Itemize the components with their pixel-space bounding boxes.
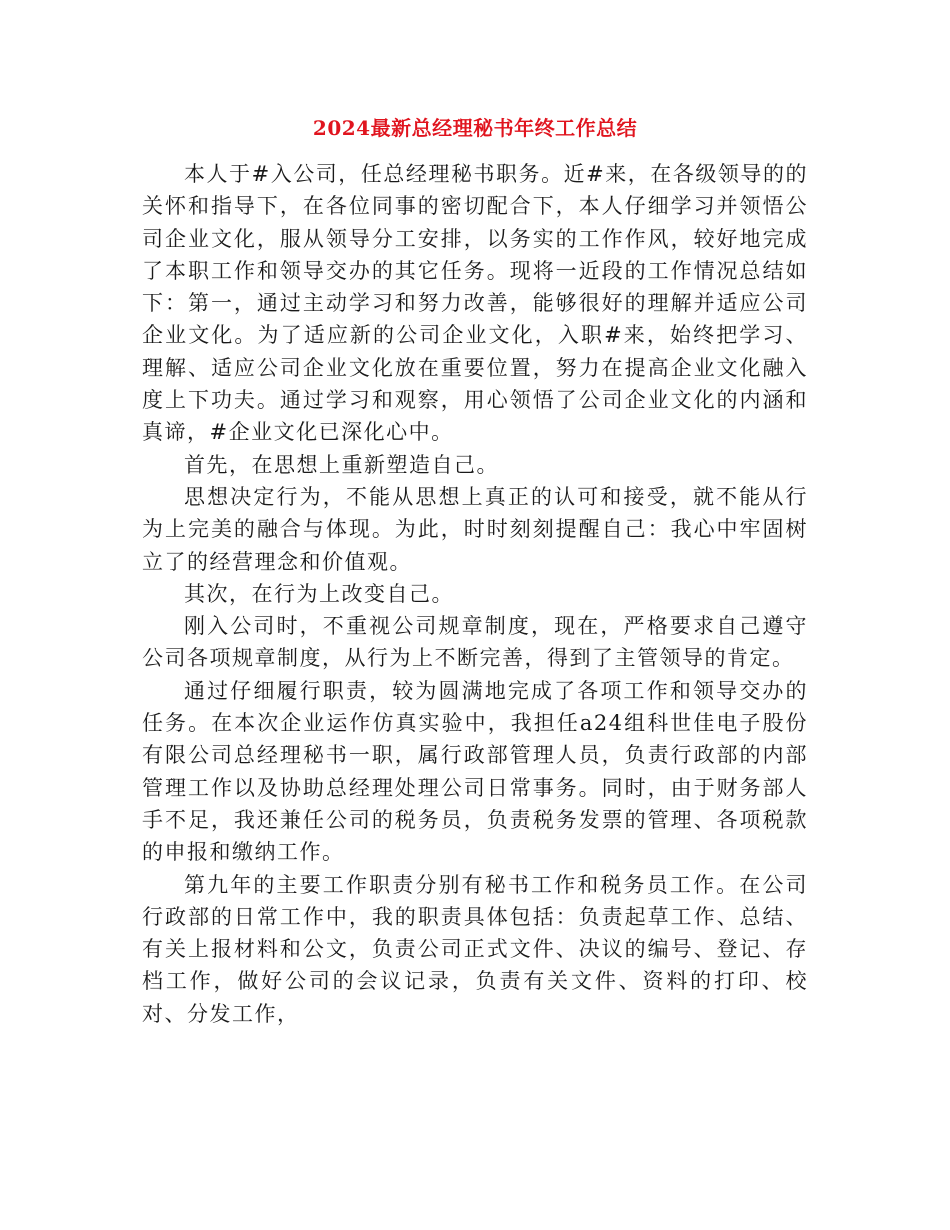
paragraph: 思想决定行为，不能从思想上真正的认可和接受，就不能从行为上完美的融合与体现。为此，时时刻刻提醒自己：我心中牢固树立了的经营理念和价值观。 xyxy=(142,484,808,574)
document-body xyxy=(142,158,808,1030)
paragraph: 其次，在行为上改变自己。 xyxy=(184,581,454,606)
paragraph: 刚入公司时，不重视公司规章制度，现在，严格要求自己遵守公司各项规章制度，从行为上不断完善，得到了主管领导的肯定。 xyxy=(142,614,808,671)
paragraph: 本人于#入公司，任总经理秘书职务。近#来，在各级领导的的关怀和指导下，在各位同事的密切配合下，本人仔细学习并领悟公司企业文化，服从领导分工安排，以务实的工作作风，较好地完成了本职工作和领导交办的其它任务。现将一近段的工作情况总结如下：第一，通过主动学习和努力改善，能够很好的理解并适应公司企业文化。为了适应新的公司企业文化，入职#来，始终把学习、理解、适应公司企业文化放在重要位置，努力在提高企业文化融入度上下功夫。通过学习和观察，用心领悟了公司企业文化的内涵和真谛，#企业文化已深化心中。 xyxy=(142,162,808,445)
document-title: 2024最新总经理秘书年终工作总结 xyxy=(312,116,638,140)
paragraph: 首先，在思想上重新塑造自己。 xyxy=(184,452,499,477)
paragraph: 通过仔细履行职责，较为圆满地完成了各项工作和领导交办的任务。在本次企业运作仿真实验中，我担任a24组科世佳电子股份有限公司总经理秘书一职，属行政部管理人员，负责行政部的内部管理工作以及协助总经理处理公司日常事务。同时，由于财务部人手不足，我还兼任公司的税务员，负责税务发票的管理、各项税款的申报和缴纳工作。 xyxy=(142,678,808,865)
paragraph: 第九年的主要工作职责分别有秘书工作和税务员工作。在公司行政部的日常工作中，我的职责具体包括：负责起草工作、总结、有关上报材料和公文，负责公司正式文件、决议的编号、登记、存档工作，做好公司的会议记录，负责有关文件、资料的打印、校对、分发工作， xyxy=(142,872,808,1026)
